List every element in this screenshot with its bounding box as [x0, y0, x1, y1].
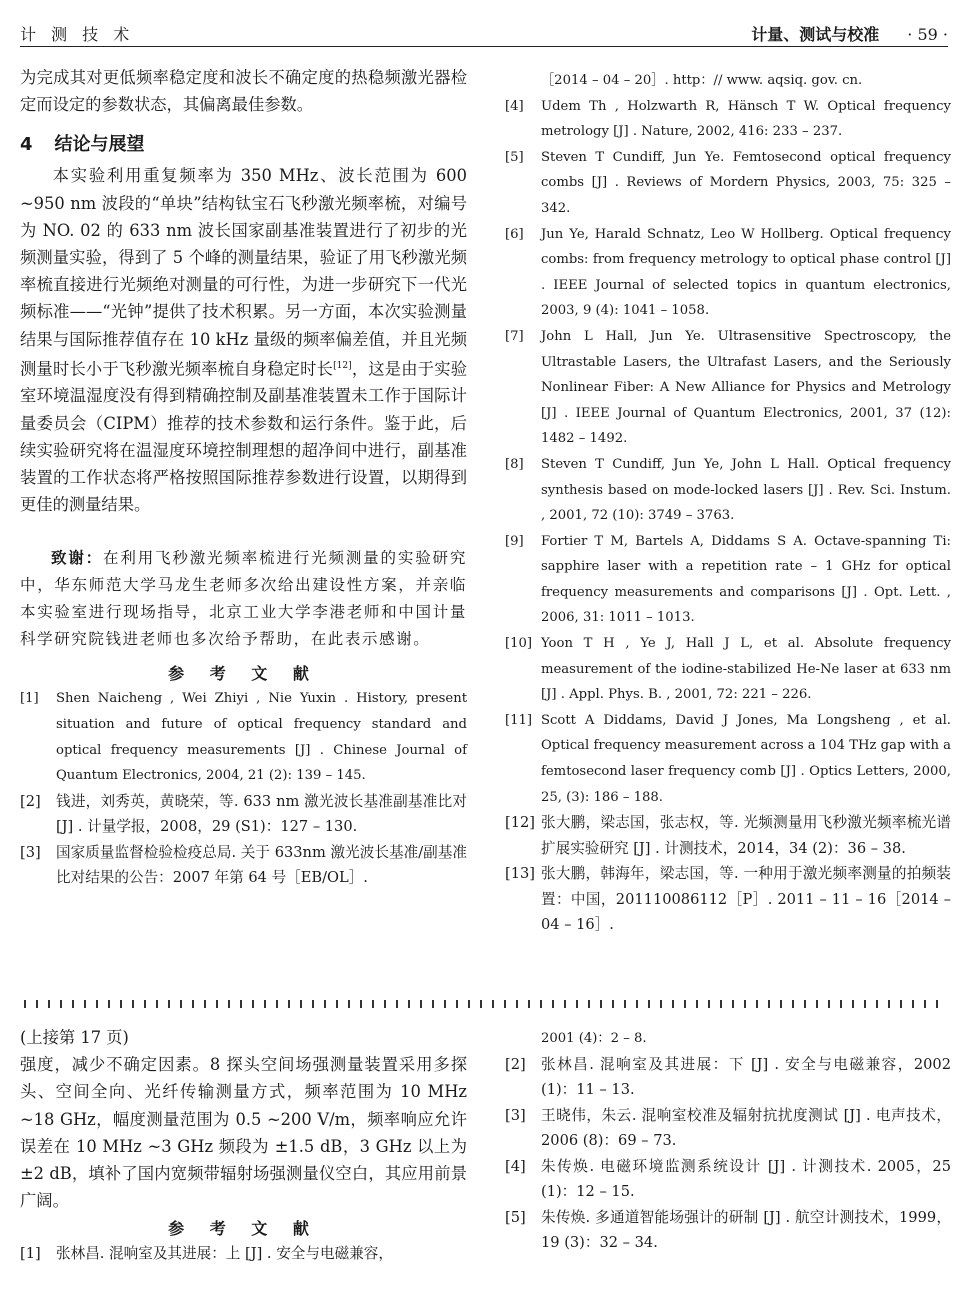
reference-item	[505, 68, 951, 94]
reference-text: 国家质量监督检验检疫总局. 关于 633nm 激光波长基准/副基准比对结果的公告：2007 年第 64 号［EB/OL］.	[56, 843, 467, 887]
reference-number: [2]	[20, 792, 41, 810]
reference-number: [1]	[20, 1245, 41, 1263]
reference-item	[505, 529, 951, 631]
reference-number: [1]	[20, 691, 39, 707]
bottom-references-title: 参 考 文 献	[168, 1219, 319, 1239]
reference-text: 张林昌. 混响室及其进展：下 [J] . 安全与电磁兼容，2002 (1)：11 – 13.	[541, 1055, 951, 1099]
reference-text: Shen Naicheng , Wei Zhiyi , Nie Yuxin . History, present situation and future of optical frequency standard and optical frequency measurements [J] . Chinese Journal of Quantum Electronics, 2004, 21 (2): 139 – 145.	[56, 691, 467, 784]
reference-text: Fortier T M, Bartels A, Diddams S A. Octave-spanning Ti: sapphire laser with a repetition rate – 1 GHz for optical frequency measurements and comparisons [J] . Opt. Lett. , 2006, 31: 1011 – 1013.	[541, 533, 951, 626]
citation-sup: [12]	[333, 360, 352, 371]
reference-number: [4]	[505, 1157, 526, 1175]
reference-text: Steven T Cundiff, Jun Ye, John L Hall. Optical frequency synthesis based on mode-locked lasers [J] . Rev. Sci. Instum. , 2001, 72 (10): 3749 – 3763.	[541, 456, 951, 524]
bottom-right-reference-list	[505, 1026, 951, 1256]
reference-text: ［2014 – 04 – 20］. http：// www. aqsiq. gov. cn.	[541, 73, 863, 88]
reference-item	[505, 1205, 951, 1256]
reference-item	[505, 94, 951, 145]
page-number: · 59 ·	[907, 25, 948, 44]
section-name: 计量、测试与校准	[751, 25, 880, 44]
conclusion-text-a: 本实验利用重复频率为 350 MHz、波长范围为 600 ~950 nm 波段的“单块”结构钛宝石飞秒激光频率梳，对编号为 NO. 02 的 633 nm 波长国家副基准装置进行了初步的光频测量实验，得到了 5 个峰的测量结果，验证了用飞秒激光频率梳直接进行光频绝对测量的可行性，为进一步研究下一代光频标准——“光钟”提供了技术积累。另一方面，本次实验测量结果与国际推荐值存在 10 kHz 量级的频率偏差值，并且光频测量时长小于飞秒激光频率梳自身稳定时长	[20, 166, 467, 379]
bottom-left-reference-list	[20, 1241, 467, 1267]
page-header	[20, 10, 948, 44]
reference-item	[505, 1026, 951, 1052]
reference-item	[20, 789, 467, 840]
right-column	[505, 68, 951, 938]
section-header	[751, 22, 948, 45]
reference-number	[505, 68, 541, 94]
reference-item	[505, 708, 951, 810]
section-title: 结论与展望	[54, 134, 145, 156]
reference-item	[505, 452, 951, 529]
reference-item	[505, 324, 951, 452]
reference-text: John L Hall, Jun Ye. Ultrasensitive Spectroscopy, the Ultrastable Lasers, the Ultrafast Lasers, and the Seriously Nonlinear Fiber: A New Alliance for Physics and Metrology [J] . IEEE Journal of Quantum Electronics, 2001, 37 (12): 1482 – 1492.	[541, 328, 951, 447]
continued-note: (上接第 17 页)	[20, 1028, 129, 1047]
reference-item	[505, 861, 951, 938]
reference-item	[20, 840, 467, 891]
reference-number: [3]	[20, 843, 41, 861]
reference-text: 王晓伟，朱云. 混响室校准及辐射抗扰度测试 [J] . 电声技术，2006 (8)：69 – 73.	[541, 1106, 951, 1150]
reference-number: [4]	[505, 98, 524, 114]
reference-text: 张林昌. 混响室及其进展：上 [J] . 安全与电磁兼容，	[56, 1245, 393, 1263]
intro-paragraph: 为完成其对更低频率稳定度和波长不确定度的热稳频激光器检定而设定的参数状态，其偏离最佳参数。	[20, 68, 467, 115]
right-reference-list	[505, 68, 951, 938]
reference-number: [11]	[505, 712, 533, 728]
reference-text: 钱进，刘秀英，黄晓荣，等. 633 nm 激光波长基准副基准比对 [J] . 计量学报，2008，29 (S1)：127 – 130.	[56, 792, 467, 836]
reference-text: Jun Ye, Harald Schnatz, Leo W Hollberg. Optical frequency combs: from frequency metrology to optical phase control [J] . IEEE Journal of selected topics in quantum electronics, 2003, 9 (4): 1041 – 1058.	[541, 226, 951, 319]
reference-text: Steven T Cundiff, Jun Ye. Femtosecond optical frequency combs [J] . Reviews of Mordern Physics, 2003, 75: 325 – 342.	[541, 149, 951, 216]
reference-item	[20, 686, 467, 788]
bottom-right-column	[505, 1026, 951, 1256]
reference-text: Yoon T H , Ye J, Hall J L, et al. Absolute frequency measurement of the iodine-stabilized He-Ne laser at 633 nm [J] . Appl. Phys. B. , 2001, 72: 221 – 226.	[541, 636, 951, 703]
reference-number: [7]	[505, 328, 524, 344]
reference-item	[505, 810, 951, 861]
reference-item	[505, 1052, 951, 1103]
left-column	[20, 64, 467, 891]
reference-item	[505, 1154, 951, 1205]
reference-number: [13]	[505, 865, 535, 883]
acknowledgement	[20, 544, 467, 653]
bottom-left-column	[20, 1024, 467, 1267]
ack-text: 在利用飞秒激光频率梳进行光频测量的实验研究中，华东师范大学马龙生老师多次给出建设性方案，并亲临本实验室进行现场指导，北京工业大学李港老师和中国计量科学研究院钱进老师也多次给予帮助，在此表示感谢。	[20, 549, 467, 649]
reference-text: 朱传焕. 多通道智能场强计的研制 [J] . 航空计测技术，1999，19 (3)：32 – 34.	[541, 1208, 951, 1252]
left-reference-list	[20, 686, 467, 890]
journal-name: 计 测 技 术	[20, 25, 135, 44]
conclusion-text-b: ，这是由于实验室环境温湿度没有得到精确控制及副基准装置未工作于国际计量委员会（CIPM）推荐的技术参数和运行条件。鉴于此，后续实验研究将在温湿度环境控制理想的超净间中进行，副基准装置的工作状态将严格按照国际推荐参数进行设置，以期得到更佳的测量结果。	[20, 359, 467, 515]
header-rule	[20, 46, 948, 47]
reference-text: 张大鹏，韩海年，梁志国，等. 一种用于激光频率测量的拍频装置：中国，201110086112［P］. 2011 – 11 – 16［2014 – 04 – 16］.	[541, 865, 951, 934]
reference-text: 张大鹏，梁志国，张志权，等. 光频测量用飞秒激光频率梳光谱扩展实验研究 [J] . 计测技术，2014，34 (2)：36 – 38.	[541, 814, 951, 857]
reference-number: [10]	[505, 636, 533, 652]
reference-item	[20, 1241, 467, 1267]
reference-number: [8]	[505, 456, 524, 472]
reference-text: 朱传焕. 电磁环境监测系统设计 [J] . 计测技术. 2005，25 (1)：12 – 15.	[541, 1157, 951, 1201]
ack-label: 致谢：	[51, 548, 104, 568]
reference-text: 2001 (4)：2 – 8.	[541, 1031, 647, 1046]
bottom-paragraph: 强度，减少不确定因素。8 探头空间场强测量装置采用多探头、空间全向、光纤传输测量方式，频率范围为 10 MHz ~18 GHz，幅度测量范围为 0.5 ~200 V/m，频率响应允许误差在 10 MHz ~3 GHz 频段为 ±1.5 dB，3 GHz 以上为 ±2 dB，填补了国内宽频带辐射场强测量仪空白，其应用前景广阔。	[20, 1055, 467, 1211]
section-number: 4	[20, 134, 33, 156]
references-title: 参 考 文 献	[168, 664, 319, 684]
reference-item	[505, 145, 951, 222]
reference-text: Scott A Diddams, David J Jones, Ma Longsheng , et al. Optical frequency measurement across a 104 THz gap with a femtosecond laser frequency comb [J] . Optics Letters, 2000, 25, (3): 186 – 188.	[541, 712, 951, 805]
reference-number: [9]	[505, 533, 524, 549]
reference-number: [5]	[505, 149, 524, 165]
reference-item	[505, 222, 951, 324]
section-heading	[20, 130, 467, 156]
reference-number: [3]	[505, 1106, 526, 1124]
reference-number: [5]	[505, 1208, 526, 1226]
section-divider	[20, 1000, 948, 1008]
reference-number: [2]	[505, 1055, 526, 1073]
reference-item	[505, 1103, 951, 1154]
reference-number	[505, 1026, 541, 1052]
reference-item	[505, 631, 951, 708]
reference-text: Udem Th , Holzwarth R, Hänsch T W. Optical frequency metrology [J] . Nature, 2002, 416: 233 – 237.	[541, 98, 951, 140]
reference-number: [12]	[505, 814, 535, 832]
conclusion-paragraph	[20, 162, 467, 518]
reference-number: [6]	[505, 226, 524, 242]
